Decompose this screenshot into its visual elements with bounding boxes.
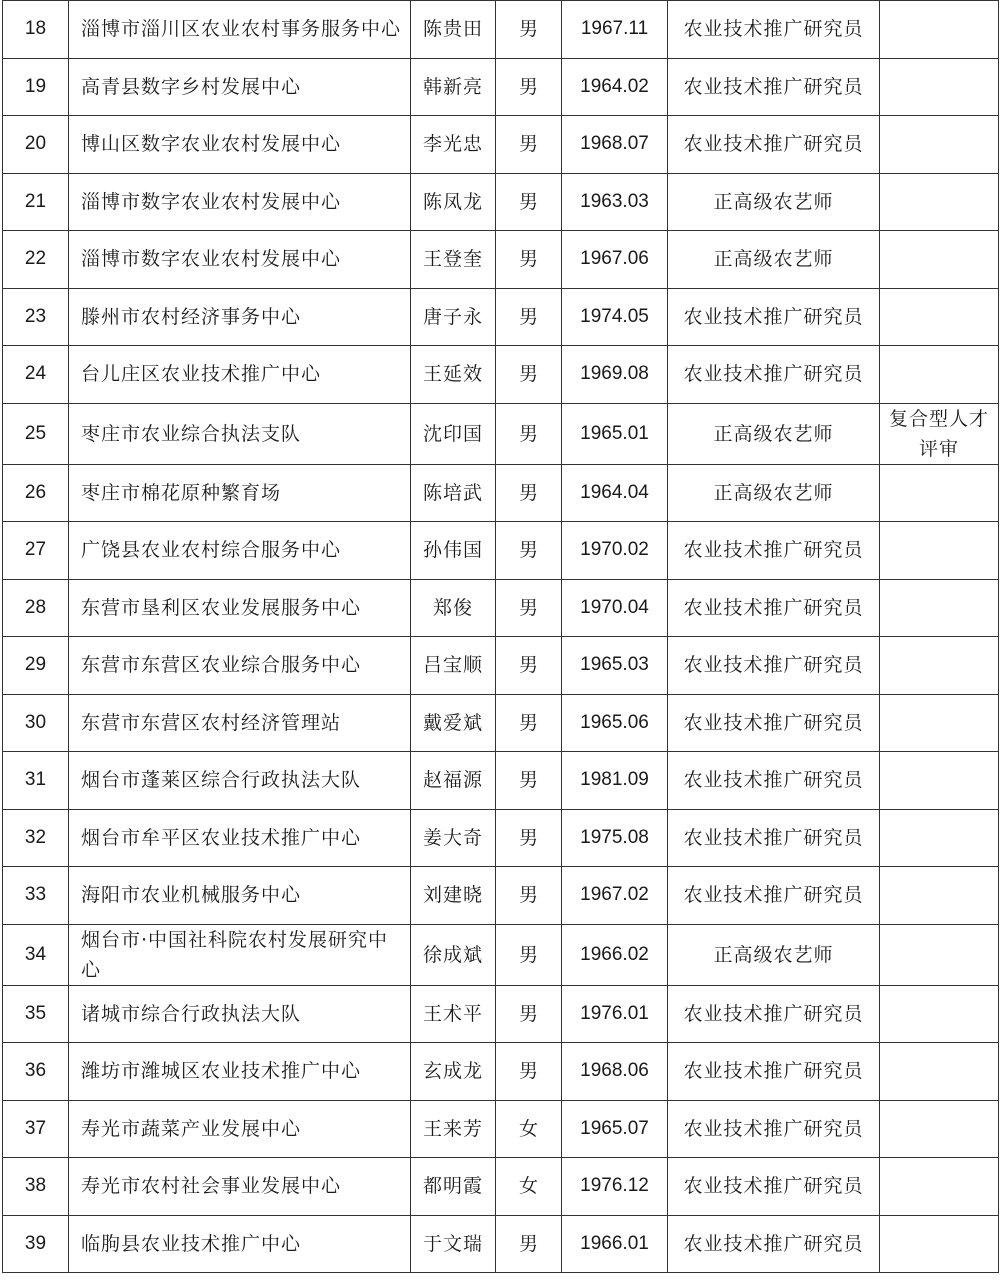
birth-date-cell: 1963.03 — [562, 173, 668, 231]
work-unit-cell: 烟台市蓬莱区综合行政执法大队 — [69, 752, 411, 810]
professional-title-cell: 农业技术推广研究员 — [668, 694, 880, 752]
birth-date-cell: 1969.08 — [562, 346, 668, 404]
row-number-cell: 22 — [3, 231, 69, 289]
birth-date-cell: 1967.02 — [562, 867, 668, 925]
remarks-cell — [880, 694, 999, 752]
remarks-cell — [880, 173, 999, 231]
birth-date-cell: 1970.04 — [562, 579, 668, 637]
professional-title-cell: 农业技术推广研究员 — [668, 116, 880, 174]
gender-cell: 女 — [496, 1158, 562, 1216]
professional-title-cell: 正高级农艺师 — [668, 403, 880, 464]
remarks-cell — [880, 1215, 999, 1273]
birth-date-cell: 1970.02 — [562, 522, 668, 580]
professional-title-cell: 农业技术推广研究员 — [668, 1215, 880, 1273]
birth-date-cell: 1965.03 — [562, 637, 668, 695]
person-name-cell: 刘建晓 — [411, 867, 496, 925]
row-number-cell: 32 — [3, 809, 69, 867]
person-name-cell: 于文瑞 — [411, 1215, 496, 1273]
gender-cell: 男 — [496, 1215, 562, 1273]
work-unit-cell: 台儿庄区农业技术推广中心 — [69, 346, 411, 404]
row-number-cell: 24 — [3, 346, 69, 404]
row-number-cell: 31 — [3, 752, 69, 810]
remarks-cell — [880, 1, 999, 59]
gender-cell: 男 — [496, 809, 562, 867]
birth-date-cell: 1967.06 — [562, 231, 668, 289]
table-row — [3, 464, 999, 522]
gender-cell: 男 — [496, 752, 562, 810]
row-number-cell: 23 — [3, 288, 69, 346]
remarks-cell — [880, 867, 999, 925]
professional-title-cell: 正高级农艺师 — [668, 231, 880, 289]
gender-cell: 男 — [496, 346, 562, 404]
remarks-cell — [880, 464, 999, 522]
work-unit-cell: 广饶县农业农村综合服务中心 — [69, 522, 411, 580]
person-name-cell: 玄成龙 — [411, 1043, 496, 1101]
person-name-cell: 戴爱斌 — [411, 694, 496, 752]
table-row — [3, 58, 999, 116]
person-name-cell: 徐成斌 — [411, 924, 496, 985]
row-number-cell: 29 — [3, 637, 69, 695]
table-row — [3, 288, 999, 346]
remarks-cell: 复合型人才评审 — [880, 403, 999, 464]
gender-cell: 男 — [496, 694, 562, 752]
remarks-cell — [880, 579, 999, 637]
birth-date-cell: 1965.07 — [562, 1100, 668, 1158]
table-row — [3, 116, 999, 174]
table-row — [3, 346, 999, 404]
birth-date-cell: 1966.01 — [562, 1215, 668, 1273]
work-unit-cell: 滕州市农村经济事务中心 — [69, 288, 411, 346]
row-number-cell: 20 — [3, 116, 69, 174]
row-number-cell: 39 — [3, 1215, 69, 1273]
row-number-cell: 30 — [3, 694, 69, 752]
gender-cell: 男 — [496, 464, 562, 522]
professional-title-cell: 农业技术推广研究员 — [668, 58, 880, 116]
birth-date-cell: 1968.06 — [562, 1043, 668, 1101]
gender-cell: 男 — [496, 924, 562, 985]
professional-title-cell: 农业技术推广研究员 — [668, 752, 880, 810]
person-name-cell: 都明霞 — [411, 1158, 496, 1216]
work-unit-cell: 淄博市数字农业农村发展中心 — [69, 173, 411, 231]
professional-title-cell: 农业技术推广研究员 — [668, 985, 880, 1043]
row-number-cell: 35 — [3, 985, 69, 1043]
person-name-cell: 陈贵田 — [411, 1, 496, 59]
work-unit-cell: 海阳市农业机械服务中心 — [69, 867, 411, 925]
person-name-cell: 陈培武 — [411, 464, 496, 522]
work-unit-cell: 高青县数字乡村发展中心 — [69, 58, 411, 116]
work-unit-cell: 寿光市蔬菜产业发展中心 — [69, 1100, 411, 1158]
birth-date-cell: 1968.07 — [562, 116, 668, 174]
professional-title-cell: 农业技术推广研究员 — [668, 346, 880, 404]
birth-date-cell: 1974.05 — [562, 288, 668, 346]
table-body — [3, 1, 999, 1273]
remarks-cell — [880, 752, 999, 810]
table-row — [3, 924, 999, 985]
person-name-cell: 陈凤龙 — [411, 173, 496, 231]
row-number-cell: 25 — [3, 403, 69, 464]
table-row — [3, 522, 999, 580]
person-name-cell: 王术平 — [411, 985, 496, 1043]
work-unit-cell: 东营市垦利区农业发展服务中心 — [69, 579, 411, 637]
row-number-cell: 21 — [3, 173, 69, 231]
work-unit-cell: 淄博市数字农业农村发展中心 — [69, 231, 411, 289]
gender-cell: 男 — [496, 173, 562, 231]
gender-cell: 男 — [496, 288, 562, 346]
professional-title-cell: 农业技术推广研究员 — [668, 867, 880, 925]
professional-title-cell: 农业技术推广研究员 — [668, 1158, 880, 1216]
remarks-cell — [880, 116, 999, 174]
row-number-cell: 27 — [3, 522, 69, 580]
work-unit-cell: 东营市东营区农业综合服务中心 — [69, 637, 411, 695]
birth-date-cell: 1964.04 — [562, 464, 668, 522]
remarks-cell — [880, 346, 999, 404]
table-row — [3, 1043, 999, 1101]
gender-cell: 男 — [496, 116, 562, 174]
row-number-cell: 28 — [3, 579, 69, 637]
professional-title-cell: 正高级农艺师 — [668, 173, 880, 231]
professional-title-cell: 农业技术推广研究员 — [668, 1, 880, 59]
person-name-cell: 王登奎 — [411, 231, 496, 289]
remarks-cell — [880, 1100, 999, 1158]
table-row — [3, 1215, 999, 1273]
professional-title-cell: 农业技术推广研究员 — [668, 809, 880, 867]
gender-cell: 男 — [496, 579, 562, 637]
table-row — [3, 867, 999, 925]
remarks-cell — [880, 522, 999, 580]
row-number-cell: 19 — [3, 58, 69, 116]
table-row — [3, 403, 999, 464]
professional-title-cell: 正高级农艺师 — [668, 924, 880, 985]
work-unit-cell: 诸城市综合行政执法大队 — [69, 985, 411, 1043]
gender-cell: 男 — [496, 1, 562, 59]
work-unit-cell: 枣庄市农业综合执法支队 — [69, 403, 411, 464]
professional-title-cell: 农业技术推广研究员 — [668, 288, 880, 346]
birth-date-cell: 1981.09 — [562, 752, 668, 810]
row-number-cell: 33 — [3, 867, 69, 925]
table-row — [3, 1, 999, 59]
remarks-cell — [880, 58, 999, 116]
professional-title-cell: 农业技术推广研究员 — [668, 1100, 880, 1158]
professional-title-cell: 农业技术推广研究员 — [668, 522, 880, 580]
work-unit-cell: 烟台市·中国社科院农村发展研究中心 — [69, 924, 411, 985]
remarks-cell — [880, 288, 999, 346]
person-name-cell: 赵福源 — [411, 752, 496, 810]
person-name-cell: 吕宝顺 — [411, 637, 496, 695]
professional-title-cell: 农业技术推广研究员 — [668, 1043, 880, 1101]
table-row — [3, 985, 999, 1043]
table-row — [3, 579, 999, 637]
birth-date-cell: 1967.11 — [562, 1, 668, 59]
work-unit-cell: 烟台市牟平区农业技术推广中心 — [69, 809, 411, 867]
remarks-cell — [880, 809, 999, 867]
gender-cell: 男 — [496, 522, 562, 580]
person-name-cell: 王延效 — [411, 346, 496, 404]
gender-cell: 女 — [496, 1100, 562, 1158]
person-name-cell: 唐子永 — [411, 288, 496, 346]
birth-date-cell: 1965.01 — [562, 403, 668, 464]
row-number-cell: 18 — [3, 1, 69, 59]
table-row — [3, 1100, 999, 1158]
table-row — [3, 1158, 999, 1216]
row-number-cell: 34 — [3, 924, 69, 985]
person-name-cell: 王来芳 — [411, 1100, 496, 1158]
work-unit-cell: 寿光市农村社会事业发展中心 — [69, 1158, 411, 1216]
work-unit-cell: 东营市东营区农村经济管理站 — [69, 694, 411, 752]
professional-title-cell: 农业技术推广研究员 — [668, 637, 880, 695]
person-name-cell: 韩新亮 — [411, 58, 496, 116]
birth-date-cell: 1976.01 — [562, 985, 668, 1043]
row-number-cell: 38 — [3, 1158, 69, 1216]
gender-cell: 男 — [496, 58, 562, 116]
remarks-cell — [880, 231, 999, 289]
birth-date-cell: 1966.02 — [562, 924, 668, 985]
work-unit-cell: 潍坊市潍城区农业技术推广中心 — [69, 1043, 411, 1101]
work-unit-cell: 枣庄市棉花原种繁育场 — [69, 464, 411, 522]
birth-date-cell: 1975.08 — [562, 809, 668, 867]
gender-cell: 男 — [496, 637, 562, 695]
person-name-cell: 沈印国 — [411, 403, 496, 464]
remarks-cell — [880, 637, 999, 695]
gender-cell: 男 — [496, 867, 562, 925]
birth-date-cell: 1964.02 — [562, 58, 668, 116]
table-row — [3, 173, 999, 231]
personnel-table — [2, 0, 999, 1273]
work-unit-cell: 博山区数字农业农村发展中心 — [69, 116, 411, 174]
table-row — [3, 637, 999, 695]
table-row — [3, 694, 999, 752]
work-unit-cell: 临朐县农业技术推广中心 — [69, 1215, 411, 1273]
remarks-cell — [880, 985, 999, 1043]
gender-cell: 男 — [496, 985, 562, 1043]
person-name-cell: 李光忠 — [411, 116, 496, 174]
table-row — [3, 231, 999, 289]
table-row — [3, 809, 999, 867]
birth-date-cell: 1976.12 — [562, 1158, 668, 1216]
professional-title-cell: 农业技术推广研究员 — [668, 579, 880, 637]
person-name-cell: 郑俊 — [411, 579, 496, 637]
remarks-cell — [880, 924, 999, 985]
table-row — [3, 752, 999, 810]
row-number-cell: 26 — [3, 464, 69, 522]
remarks-cell — [880, 1158, 999, 1216]
gender-cell: 男 — [496, 403, 562, 464]
work-unit-cell: 淄博市淄川区农业农村事务服务中心 — [69, 1, 411, 59]
birth-date-cell: 1965.06 — [562, 694, 668, 752]
gender-cell: 男 — [496, 1043, 562, 1101]
person-name-cell: 姜大奇 — [411, 809, 496, 867]
person-name-cell: 孙伟国 — [411, 522, 496, 580]
remarks-cell — [880, 1043, 999, 1101]
professional-title-cell: 正高级农艺师 — [668, 464, 880, 522]
gender-cell: 男 — [496, 231, 562, 289]
row-number-cell: 36 — [3, 1043, 69, 1101]
row-number-cell: 37 — [3, 1100, 69, 1158]
